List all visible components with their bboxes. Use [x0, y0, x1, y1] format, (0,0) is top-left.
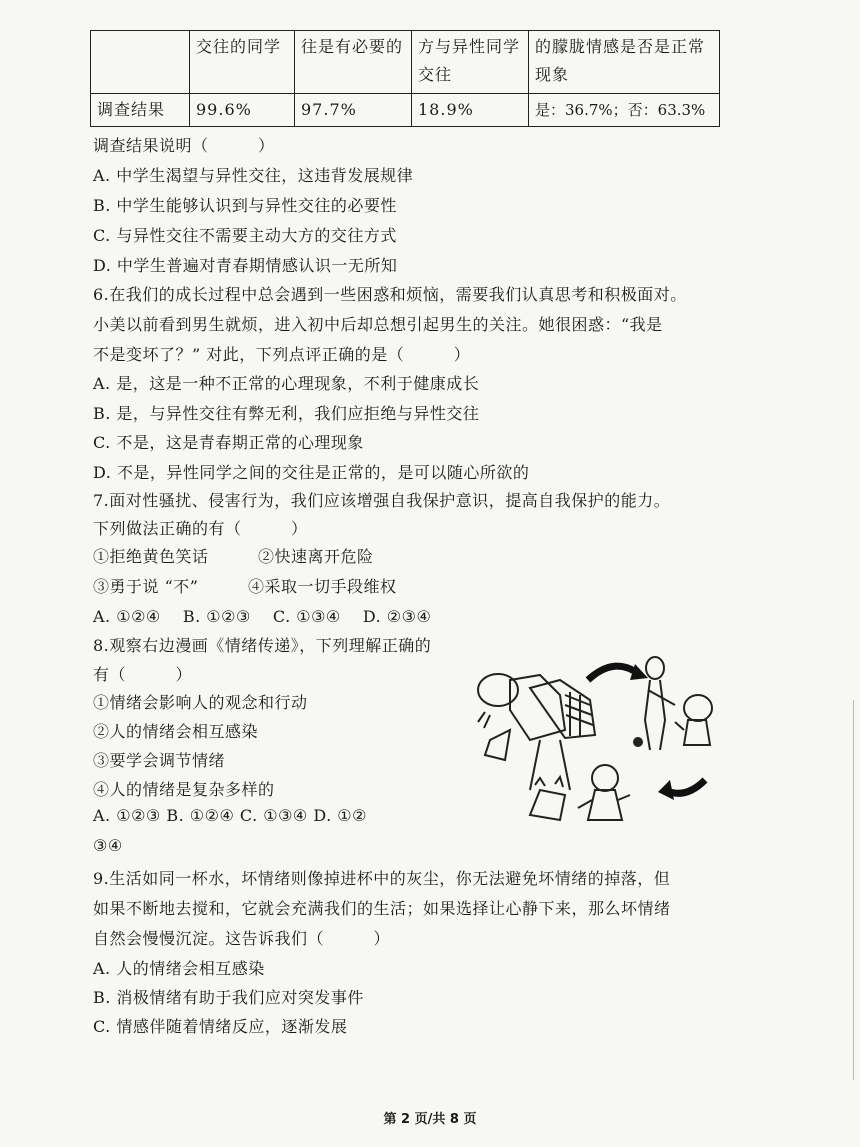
table-cell: 往是有必要的	[295, 31, 412, 94]
text-line: B. 是，与异性交往有弊无利，我们应拒绝与异性交往	[93, 404, 480, 423]
text-line: C. 与异性交往不需要主动大方的交往方式	[93, 226, 397, 245]
table-cell: 97.7%	[295, 94, 412, 127]
table-row	[91, 31, 720, 94]
table-cell	[91, 31, 190, 94]
text-line: 自然会慢慢沉淀。这告诉我们（ ）	[93, 929, 391, 948]
text-line: ③要学会调节情绪	[93, 751, 226, 770]
table-cell: 的朦胧情感是否是正常现象	[529, 31, 720, 94]
table-cell: 18.9%	[412, 94, 529, 127]
text-line: 9.生活如同一杯水，坏情绪则像掉进杯中的灰尘，你无法避免坏情绪的掉落，但	[93, 869, 671, 888]
text-line: A. ①②③ B. ①②④ C. ①③④ D. ①②	[93, 806, 367, 825]
text-line: A. ①②④ B. ①②③ C. ①③④ D. ②③④	[93, 607, 432, 626]
scan-edge-line	[853, 700, 854, 1080]
text-line: A. 人的情绪会相互感染	[93, 959, 265, 978]
text-line: A. 中学生渴望与异性交往，这违背发展规律	[93, 166, 414, 185]
text-line: D. 不是，异性同学之间的交往是正常的，是可以随心所欲的	[93, 463, 530, 482]
text-line: ①拒绝黄色笑话 ②快速离开危险	[93, 547, 374, 566]
text-line: ④人的情绪是复杂多样的	[93, 780, 275, 799]
text-line: 6.在我们的成长过程中总会遇到一些困惑和烦恼，需要我们认真思考和积极面对。	[93, 285, 687, 304]
text-line: 不是变坏了？” 对此，下列点评正确的是（ ）	[93, 345, 471, 364]
text-line: B. 中学生能够认识到与异性交往的必要性	[93, 196, 397, 215]
table-cell: 调查结果	[91, 94, 190, 127]
text-line: 8.观察右边漫画《情绪传递》，下列理解正确的	[93, 636, 432, 655]
text-line: ②人的情绪会相互感染	[93, 722, 259, 741]
text-line: B. 消极情绪有助于我们应对突发事件	[93, 988, 364, 1007]
table-cell: 是：36.7%；否：63.3%	[529, 94, 720, 127]
text-line: C. 情感伴随着情绪反应，逐渐发展	[93, 1017, 348, 1036]
text-line: 有（ ）	[93, 665, 193, 684]
survey-table	[90, 30, 720, 127]
text-line: 7.面对性骚扰、侵害行为，我们应该增强自我保护意识，提高自我保护的能力。	[93, 491, 671, 510]
table-cell: 99.6%	[190, 94, 295, 127]
text-line: 如果不断地去搅和，它就会充满我们的生活；如果选择让心静下来，那么坏情绪	[93, 899, 671, 918]
text-line: D. 中学生普遍对青春期情感认识一无所知	[93, 256, 398, 275]
text-line: 调查结果说明（ ）	[93, 136, 275, 155]
text-line: C. 不是，这是青春期正常的心理现象	[93, 433, 364, 452]
text-line: 下列做法正确的有（ ）	[93, 519, 308, 538]
text-line: 小美以前看到男生就烦，进入初中后却总想引起男生的关注。她很困惑：“我是	[93, 315, 663, 334]
table-row	[91, 94, 720, 127]
text-line: A. 是，这是一种不正常的心理现象，不利于健康成长	[93, 374, 480, 393]
emotion-cartoon-illustration	[470, 650, 730, 840]
text-line: ③勇于说 “不” ④采取一切手段维权	[93, 577, 397, 596]
text-line: ③④	[93, 836, 123, 855]
table-cell: 方与异性同学交往	[412, 31, 529, 94]
text-line: ①情绪会影响人的观念和行动	[93, 693, 308, 712]
table-cell: 交往的同学	[190, 31, 295, 94]
page-footer: 第 2 页/共 8 页	[383, 1112, 477, 1127]
